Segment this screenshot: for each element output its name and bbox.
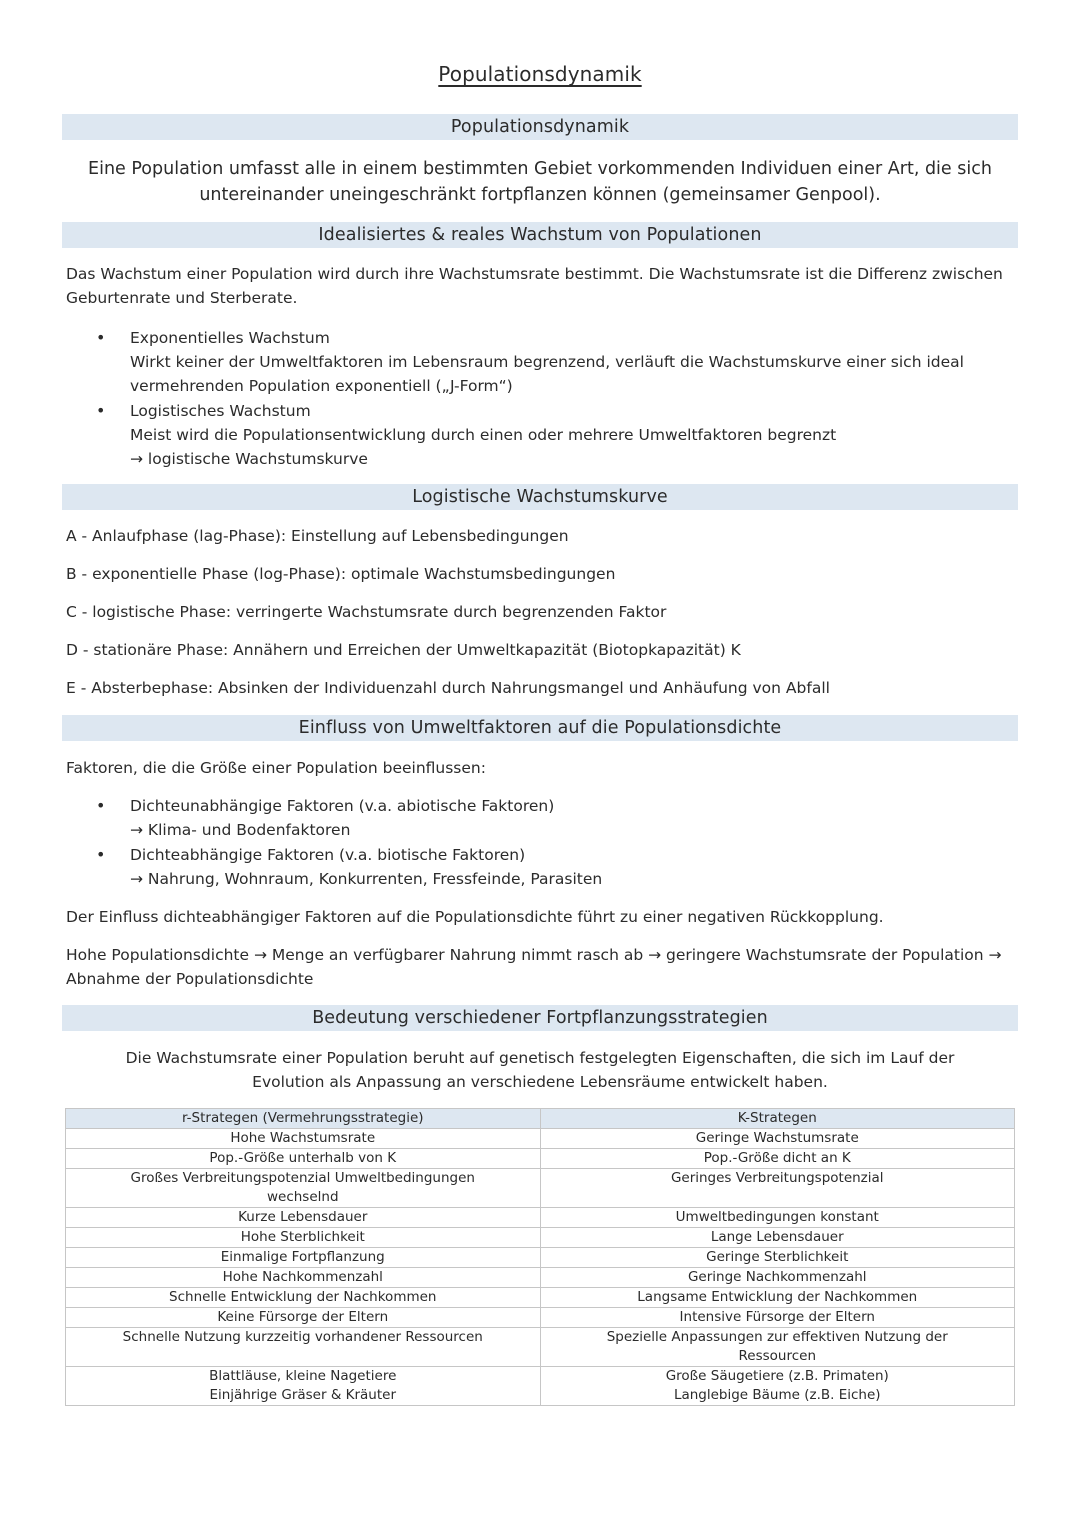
phase-d: D - stationäre Phase: Annähern und Erreichen der Umweltkapazität (Biotopkapazität) K <box>66 641 741 659</box>
cell-r-strategen: Blattläuse, kleine Nagetiere Einjährige Gräser & Kräuter <box>66 1367 541 1406</box>
cell-k-strategen: Spezielle Anpassungen zur effektiven Nutzung der Ressourcen <box>540 1328 1015 1367</box>
cell-r-strategen: Schnelle Nutzung kurzzeitig vorhandener Ressourcen <box>66 1328 541 1367</box>
cell-r-strategen: Einmalige Fortpflanzung <box>66 1248 541 1268</box>
cell-k-strategen: Intensive Fürsorge der Eltern <box>540 1308 1015 1328</box>
bullet-body: → Nahrung, Wohnraum, Konkurrenten, Fressfeinde, Parasiten <box>130 870 603 888</box>
umweltfaktoren-bullet-list <box>66 794 1016 892</box>
table-row <box>66 1228 1015 1248</box>
table-row <box>66 1367 1015 1406</box>
bullet-exponentiell <box>66 326 1016 398</box>
cell-k-strategen: Geringes Verbreitungspotenzial <box>540 1169 1015 1208</box>
fortpflanzung-intro-text: Die Wachstumsrate einer Population beruht auf genetisch festgelegten Eigenschaften, die sich im Lauf der Evolution als Anpassung an verschiedene Lebensräume entwickelt haben. <box>125 1049 955 1091</box>
cell-k-strategen: Langsame Entwicklung der Nachkommen <box>540 1288 1015 1308</box>
cell-k-strategen: Pop.-Größe dicht an K <box>540 1149 1015 1169</box>
bullet-body: Meist wird die Populationsentwicklung durch einen oder mehrere Umweltfaktoren begrenzt <box>130 426 837 444</box>
section-heading-wachstum: Idealisiertes & reales Wachstum von Populationen <box>62 222 1018 248</box>
cell-r-strategen: Hohe Sterblichkeit <box>66 1228 541 1248</box>
bullet-extra: → logistische Wachstumskurve <box>130 450 368 468</box>
populationsdichte-kette-text: Hohe Populationsdichte → Menge an verfügbarer Nahrung nimmt rasch ab → geringere Wachstumsrate der Population → Abnahme der Populationsdichte <box>66 946 1002 988</box>
wachstum-bullet-list <box>66 326 1016 472</box>
phase-c: C - logistische Phase: verringerte Wachstumsrate durch begrenzenden Faktor <box>66 603 667 621</box>
table-row <box>66 1169 1015 1208</box>
phase-b: B - exponentielle Phase (log-Phase): optimale Wachstumsbedingungen <box>66 565 616 583</box>
bullet-title: • Logistisches Wachstum <box>130 402 311 420</box>
cell-r-strategen: Kurze Lebensdauer <box>66 1208 541 1228</box>
cell-k-strategen: Geringe Wachstumsrate <box>540 1129 1015 1149</box>
cell-r-strategen: Pop.-Größe unterhalb von K <box>66 1149 541 1169</box>
cell-k-strategen: Große Säugetiere (z.B. Primaten) Langlebige Bäume (z.B. Eiche) <box>540 1367 1015 1406</box>
cell-k-strategen: Umweltbedingungen konstant <box>540 1208 1015 1228</box>
phase-a: A - Anlaufphase (lag-Phase): Einstellung auf Lebensbedingungen <box>66 527 569 545</box>
bullet-dichteabhaengig <box>66 843 1016 891</box>
bullet-body: → Klima- und Bodenfaktoren <box>130 821 351 839</box>
bullet-title: • Exponentielles Wachstum <box>130 329 330 347</box>
table-header-row <box>66 1109 1015 1129</box>
rueckkopplung-text: Der Einfluss dichteabhängiger Faktoren auf die Populationsdichte führt zu einer negativen Rückkopplung. <box>66 908 884 926</box>
umweltfaktoren-intro: Faktoren, die die Größe einer Population beeinflussen: <box>66 759 486 777</box>
table-body <box>66 1129 1015 1406</box>
cell-r-strategen: Hohe Wachstumsrate <box>66 1129 541 1149</box>
table-row <box>66 1149 1015 1169</box>
table-row <box>66 1288 1015 1308</box>
cell-r-strategen: Schnelle Entwicklung der Nachkommen <box>66 1288 541 1308</box>
bullet-title: • Dichteunabhängige Faktoren (v.a. abiotische Faktoren) <box>130 797 555 815</box>
bullet-body: Wirkt keiner der Umweltfaktoren im Lebensraum begrenzend, verläuft die Wachstumskurve einer sich ideal vermehrenden Population exponentiell („J-Form“) <box>130 353 964 395</box>
table-row <box>66 1248 1015 1268</box>
column-header-r-strategen: r-Strategen (Vermehrungsstrategie) <box>66 1109 541 1129</box>
cell-k-strategen: Geringe Nachkommenzahl <box>540 1268 1015 1288</box>
cell-r-strategen: Großes Verbreitungspotenzial Umweltbedingungen wechselnd <box>66 1169 541 1208</box>
section-heading-logistische-kurve: Logistische Wachstumskurve <box>62 484 1018 510</box>
cell-r-strategen: Hohe Nachkommenzahl <box>66 1268 541 1288</box>
page-title: Populationsdynamik <box>438 62 642 86</box>
definition-text: Eine Population umfasst alle in einem bestimmten Gebiet vorkommenden Individuen einer Art, die sich untereinander uneingeschränkt fortpflanzen können (gemeinsamer Genpool). <box>88 159 992 205</box>
section-heading-umweltfaktoren: Einfluss von Umweltfaktoren auf die Populationsdichte <box>62 715 1018 741</box>
cell-k-strategen: Lange Lebensdauer <box>540 1228 1015 1248</box>
bullet-title: • Dichteabhängige Faktoren (v.a. biotische Faktoren) <box>130 846 526 864</box>
table-row <box>66 1208 1015 1228</box>
table-row <box>66 1268 1015 1288</box>
section-heading-populationsdynamik: Populationsdynamik <box>62 114 1018 140</box>
section-heading-fortpflanzungsstrategien: Bedeutung verschiedener Fortpflanzungsstrategien <box>62 1005 1018 1031</box>
table-row <box>66 1129 1015 1149</box>
bullet-dichteunabhaengig <box>66 794 1016 842</box>
strategy-comparison-table <box>65 1108 1015 1406</box>
cell-r-strategen: Keine Fürsorge der Eltern <box>66 1308 541 1328</box>
bullet-logistisch <box>66 399 1016 471</box>
wachstum-intro-text: Das Wachstum einer Population wird durch ihre Wachstumsrate bestimmt. Die Wachstumsrate ist die Differenz zwischen Geburtenrate und Sterberate. <box>66 265 1003 307</box>
column-header-k-strategen: K-Strategen <box>540 1109 1015 1129</box>
table-row <box>66 1328 1015 1367</box>
phase-e: E - Absterbephase: Absinken der Individuenzahl durch Nahrungsmangel und Anhäufung von Abfall <box>66 679 830 697</box>
table-row <box>66 1308 1015 1328</box>
cell-k-strategen: Geringe Sterblichkeit <box>540 1248 1015 1268</box>
